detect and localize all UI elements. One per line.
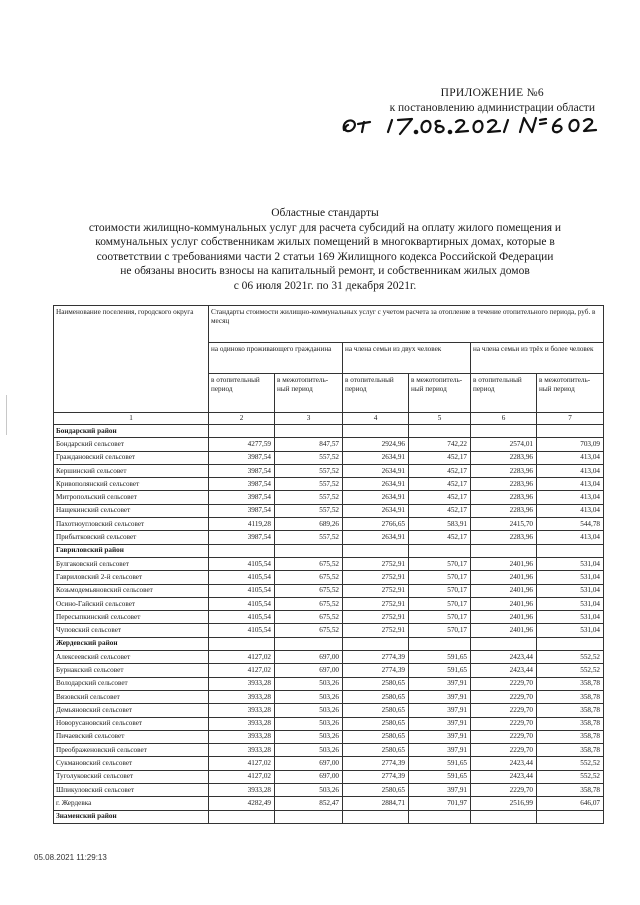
standard-value: 413,04 [537, 531, 604, 544]
standard-value: 452,17 [409, 491, 471, 504]
table-row [54, 624, 604, 637]
standard-value: 703,09 [537, 438, 604, 451]
empty-cell [471, 637, 537, 650]
empty-cell [343, 425, 409, 438]
standard-value: 552,52 [537, 651, 604, 664]
settlement-name: Прибытковский сельсовет [54, 531, 209, 544]
settlement-name: Нащекинский сельсовет [54, 504, 209, 517]
standard-value: 2229,70 [471, 744, 537, 757]
empty-cell [537, 544, 604, 557]
title-line: соответствии с требованиями части 2 статьи 169 Жилищного кодекса Российской Федерации [96, 250, 554, 263]
header-non-heating-period: в межотопитель-ный период [537, 374, 604, 413]
standard-value: 2766,65 [343, 518, 409, 531]
standard-value: 358,78 [537, 677, 604, 690]
standard-value: 531,04 [537, 611, 604, 624]
standard-value: 503,26 [275, 717, 343, 730]
standard-value: 742,22 [409, 438, 471, 451]
settlement-name: Туголуковский сельсовет [54, 770, 209, 783]
standard-value: 697,00 [275, 770, 343, 783]
standard-value: 2283,96 [471, 504, 537, 517]
table-row [54, 451, 604, 464]
print-timestamp: 05.08.2021 11:29:13 [34, 853, 107, 862]
table-row [54, 784, 604, 797]
appendix-subtitle: к постановлению администрации области [389, 102, 595, 114]
standard-value: 2229,70 [471, 717, 537, 730]
standard-value: 2283,96 [471, 531, 537, 544]
standard-value: 503,26 [275, 744, 343, 757]
standard-value: 847,57 [275, 438, 343, 451]
standard-value: 544,78 [537, 518, 604, 531]
scan-margin-mark [6, 395, 7, 435]
standard-value: 2924,96 [343, 438, 409, 451]
standard-value: 2229,70 [471, 677, 537, 690]
column-number: 6 [471, 413, 537, 425]
standard-value: 2401,96 [471, 584, 537, 597]
standard-value: 452,17 [409, 478, 471, 491]
empty-cell [537, 425, 604, 438]
table-row [54, 730, 604, 743]
standard-value: 2283,96 [471, 478, 537, 491]
header-group-two: на члена семьи из двух человек [343, 343, 471, 374]
column-number: 5 [409, 413, 471, 425]
column-number: 7 [537, 413, 604, 425]
empty-cell [471, 810, 537, 823]
standard-value: 4127,02 [209, 651, 275, 664]
standard-value: 413,04 [537, 504, 604, 517]
standard-value: 2580,65 [343, 677, 409, 690]
settlement-name: Демьяновский сельсовет [54, 704, 209, 717]
empty-cell [471, 425, 537, 438]
standard-value: 570,17 [409, 584, 471, 597]
district-name: Бондарский район [54, 425, 209, 438]
standard-value: 397,91 [409, 730, 471, 743]
empty-cell [537, 637, 604, 650]
header-group-three: на члена семьи из трёх и более человек [471, 343, 604, 374]
standard-value: 557,52 [275, 531, 343, 544]
standard-value: 2401,96 [471, 624, 537, 637]
standard-value: 701,97 [409, 797, 471, 810]
standard-value: 397,91 [409, 690, 471, 703]
standard-value: 397,91 [409, 744, 471, 757]
standard-value: 697,00 [275, 664, 343, 677]
standard-value: 4127,02 [209, 664, 275, 677]
standard-value: 2423,44 [471, 664, 537, 677]
standard-value: 675,52 [275, 624, 343, 637]
standard-value: 4105,54 [209, 557, 275, 570]
standard-value: 2752,91 [343, 571, 409, 584]
standard-value: 503,26 [275, 690, 343, 703]
standard-value: 4119,28 [209, 518, 275, 531]
standard-value: 4277,59 [209, 438, 275, 451]
district-row [54, 425, 604, 438]
title-line: не обязаны вносить взносы на капитальный ремонт, и собственникам жилых домов [120, 265, 530, 277]
empty-cell [343, 544, 409, 557]
standard-value: 2774,39 [343, 651, 409, 664]
standard-value: 2401,96 [471, 597, 537, 610]
standard-value: 2229,70 [471, 704, 537, 717]
standard-value: 675,52 [275, 571, 343, 584]
table-row [54, 504, 604, 517]
standard-value: 697,00 [275, 757, 343, 770]
table-row [54, 677, 604, 690]
settlement-name: Шпикуловский сельсовет [54, 784, 209, 797]
empty-cell [343, 637, 409, 650]
empty-cell [471, 544, 537, 557]
standard-value: 570,17 [409, 624, 471, 637]
table-row [54, 518, 604, 531]
standard-value: 503,26 [275, 704, 343, 717]
standard-value: 583,91 [409, 518, 471, 531]
standard-value: 557,52 [275, 451, 343, 464]
settlement-name: Алексеевский сельсовет [54, 651, 209, 664]
header-settlement-name: Наименование поселения, городского округа [54, 306, 209, 413]
standard-value: 3933,28 [209, 677, 275, 690]
standard-value: 552,52 [537, 664, 604, 677]
standard-value: 3987,54 [209, 491, 275, 504]
standard-value: 2283,96 [471, 451, 537, 464]
title-line: стоимости жилищно-коммунальных услуг для расчета субсидий на оплату жилого помещения и [88, 221, 562, 234]
empty-cell [209, 425, 275, 438]
empty-cell [275, 810, 343, 823]
standard-value: 531,04 [537, 597, 604, 610]
standard-value: 3933,28 [209, 717, 275, 730]
standard-value: 4105,54 [209, 584, 275, 597]
table-row [54, 438, 604, 451]
standard-value: 2401,96 [471, 557, 537, 570]
standard-value: 2634,91 [343, 451, 409, 464]
settlement-name: Кривополянский сельсовет [54, 478, 209, 491]
standard-value: 531,04 [537, 624, 604, 637]
table-row [54, 744, 604, 757]
standard-value: 358,78 [537, 784, 604, 797]
standard-value: 2774,39 [343, 664, 409, 677]
standard-value: 2580,65 [343, 690, 409, 703]
standard-value: 557,52 [275, 504, 343, 517]
standard-value: 2634,91 [343, 464, 409, 477]
standard-value: 570,17 [409, 557, 471, 570]
standard-value: 413,04 [537, 451, 604, 464]
title-line: Областные стандарты [271, 207, 379, 219]
standard-value: 413,04 [537, 478, 604, 491]
standard-value: 2283,96 [471, 491, 537, 504]
standard-value: 503,26 [275, 730, 343, 743]
standard-value: 2634,91 [343, 531, 409, 544]
table-row [54, 491, 604, 504]
standard-value: 2634,91 [343, 491, 409, 504]
empty-cell [209, 637, 275, 650]
district-name: Жердевский район [54, 637, 209, 650]
district-row [54, 544, 604, 557]
standard-value: 557,52 [275, 464, 343, 477]
standard-value: 697,00 [275, 651, 343, 664]
standard-value: 3987,54 [209, 478, 275, 491]
standard-value: 413,04 [537, 491, 604, 504]
standard-value: 570,17 [409, 611, 471, 624]
header-non-heating-period: в межотопитель-ный период [275, 374, 343, 413]
standard-value: 2401,96 [471, 611, 537, 624]
standard-value: 531,04 [537, 571, 604, 584]
table-row [54, 597, 604, 610]
settlement-name: Кершинский сельсовет [54, 464, 209, 477]
settlement-name: Осино-Гайский сельсовет [54, 597, 209, 610]
settlement-name: Бондарский сельсовет [54, 438, 209, 451]
empty-cell [343, 810, 409, 823]
settlement-name: Сукмановский сельсовет [54, 757, 209, 770]
district-row [54, 637, 604, 650]
empty-cell [209, 544, 275, 557]
settlement-name: Бурнакский сельсовет [54, 664, 209, 677]
district-name: Знаменский район [54, 810, 209, 823]
standard-value: 2415,70 [471, 518, 537, 531]
standard-value: 3987,54 [209, 531, 275, 544]
table-row [54, 557, 604, 570]
column-number: 4 [343, 413, 409, 425]
standard-value: 358,78 [537, 704, 604, 717]
standard-value: 591,65 [409, 770, 471, 783]
standard-value: 646,07 [537, 797, 604, 810]
standard-value: 570,17 [409, 597, 471, 610]
empty-cell [209, 810, 275, 823]
settlement-name: Преображеновский сельсовет [54, 744, 209, 757]
district-name: Гавриловский район [54, 544, 209, 557]
settlement-name: Вязовский сельсовет [54, 690, 209, 703]
standard-value: 503,26 [275, 784, 343, 797]
standard-value: 2574,01 [471, 438, 537, 451]
standard-value: 2423,44 [471, 770, 537, 783]
standard-value: 397,91 [409, 784, 471, 797]
header-group-single: на одиноко проживающего гражданина [209, 343, 343, 374]
settlement-name: Чуповский сельсовет [54, 624, 209, 637]
standard-value: 2580,65 [343, 717, 409, 730]
table-row [54, 664, 604, 677]
standard-value: 397,91 [409, 704, 471, 717]
standard-value: 3987,54 [209, 464, 275, 477]
standard-value: 452,17 [409, 531, 471, 544]
empty-cell [275, 544, 343, 557]
header-heating-period: в отопительный период [343, 374, 409, 413]
standard-value: 531,04 [537, 557, 604, 570]
standard-value: 452,17 [409, 504, 471, 517]
standard-value: 3933,28 [209, 744, 275, 757]
standard-value: 2229,70 [471, 690, 537, 703]
standard-value: 3933,28 [209, 704, 275, 717]
standard-value: 2401,96 [471, 571, 537, 584]
title-line: с 06 июля 2021г. по 31 декабря 2021г. [233, 279, 417, 292]
standard-value: 2752,91 [343, 584, 409, 597]
standard-value: 2752,91 [343, 557, 409, 570]
settlement-name: Митропольский сельсовет [54, 491, 209, 504]
settlement-name: Булгаковский сельсовет [54, 557, 209, 570]
title-line: коммунальных услуг собственникам жилых помещений в многоквартирных домах, которые в [95, 236, 555, 248]
column-number: 2 [209, 413, 275, 425]
table-row [54, 571, 604, 584]
empty-cell [409, 637, 471, 650]
standard-value: 358,78 [537, 744, 604, 757]
standard-value: 3933,28 [209, 730, 275, 743]
table-row [54, 464, 604, 477]
settlement-name: Володарский сельсовет [54, 677, 209, 690]
standard-value: 552,52 [537, 757, 604, 770]
standard-value: 358,78 [537, 690, 604, 703]
table-body [54, 425, 604, 824]
standard-value: 358,78 [537, 730, 604, 743]
settlement-name: Новорусановский сельсовет [54, 717, 209, 730]
standard-value: 397,91 [409, 677, 471, 690]
standard-value: 2229,70 [471, 784, 537, 797]
standard-value: 2752,91 [343, 597, 409, 610]
standard-value: 2580,65 [343, 784, 409, 797]
settlement-name: Пичаевский сельсовет [54, 730, 209, 743]
header-heating-period: в отопительный период [471, 374, 537, 413]
empty-cell [537, 810, 604, 823]
standard-value: 2516,99 [471, 797, 537, 810]
standard-value: 2229,70 [471, 730, 537, 743]
standard-value: 2423,44 [471, 651, 537, 664]
empty-cell [409, 544, 471, 557]
table-row [54, 478, 604, 491]
settlement-name: Гавриловский 2-й сельсовет [54, 571, 209, 584]
standard-value: 2774,39 [343, 770, 409, 783]
standard-value: 591,65 [409, 664, 471, 677]
standard-value: 2580,65 [343, 730, 409, 743]
appendix-title: ПРИЛОЖЕНИЕ №6 [440, 87, 544, 99]
header-non-heating-period: в межотопитель-ный период [409, 374, 471, 413]
district-row [54, 810, 604, 823]
standard-value: 852,47 [275, 797, 343, 810]
table-row [54, 704, 604, 717]
standard-value: 2884,71 [343, 797, 409, 810]
standard-value: 3933,28 [209, 784, 275, 797]
empty-cell [409, 810, 471, 823]
standard-value: 675,52 [275, 597, 343, 610]
column-number: 1 [54, 413, 209, 425]
empty-cell [275, 637, 343, 650]
table-row [54, 797, 604, 810]
standard-value: 4127,02 [209, 770, 275, 783]
document-title [40, 206, 610, 293]
standard-value: 570,17 [409, 571, 471, 584]
standard-value: 4282,49 [209, 797, 275, 810]
settlement-name: Козьмодемьяновский сельсовет [54, 584, 209, 597]
table-row [54, 651, 604, 664]
standard-value: 452,17 [409, 451, 471, 464]
standard-value: 675,52 [275, 611, 343, 624]
standard-value: 3933,28 [209, 690, 275, 703]
empty-cell [275, 425, 343, 438]
column-number-row [54, 413, 604, 425]
standard-value: 3987,54 [209, 504, 275, 517]
standard-value: 591,65 [409, 651, 471, 664]
standard-value: 552,52 [537, 770, 604, 783]
table-row [54, 584, 604, 597]
standard-value: 675,52 [275, 557, 343, 570]
standard-value: 413,04 [537, 464, 604, 477]
standard-value: 591,65 [409, 757, 471, 770]
standard-value: 503,26 [275, 677, 343, 690]
standard-value: 2634,91 [343, 478, 409, 491]
standard-value: 531,04 [537, 584, 604, 597]
settlement-name: Пахотноугловский сельсовет [54, 518, 209, 531]
standard-value: 4105,54 [209, 611, 275, 624]
standard-value: 4105,54 [209, 571, 275, 584]
standard-value: 2634,91 [343, 504, 409, 517]
settlement-name: Пересыпкинский сельсовет [54, 611, 209, 624]
standard-value: 358,78 [537, 717, 604, 730]
header-standards: Стандарты стоимости жилищно-коммунальных услуг с учетом расчета за отопление в течение отопительного периода, руб. в месяц [209, 306, 604, 343]
column-number: 3 [275, 413, 343, 425]
standard-value: 2423,44 [471, 757, 537, 770]
standard-value: 675,52 [275, 584, 343, 597]
standard-value: 2283,96 [471, 464, 537, 477]
table-row [54, 531, 604, 544]
header-heating-period: в отопительный период [209, 374, 275, 413]
standard-value: 3987,54 [209, 451, 275, 464]
table-row [54, 770, 604, 783]
handwritten-signature-date [340, 110, 600, 138]
standard-value: 2580,65 [343, 704, 409, 717]
empty-cell [409, 425, 471, 438]
standard-value: 452,17 [409, 464, 471, 477]
standard-value: 4105,54 [209, 597, 275, 610]
standard-value: 397,91 [409, 717, 471, 730]
standard-value: 4105,54 [209, 624, 275, 637]
standard-value: 2774,39 [343, 757, 409, 770]
standard-value: 2580,65 [343, 744, 409, 757]
settlement-name: Граждановский сельсовет [54, 451, 209, 464]
standard-value: 689,26 [275, 518, 343, 531]
table-row [54, 757, 604, 770]
standard-value: 557,52 [275, 478, 343, 491]
standard-value: 2752,91 [343, 624, 409, 637]
table-row [54, 717, 604, 730]
table-row [54, 611, 604, 624]
standard-value: 4127,02 [209, 757, 275, 770]
table-row [54, 690, 604, 703]
standard-value: 2752,91 [343, 611, 409, 624]
settlement-name: г. Жердевка [54, 797, 209, 810]
standard-value: 557,52 [275, 491, 343, 504]
standards-table [53, 305, 604, 824]
